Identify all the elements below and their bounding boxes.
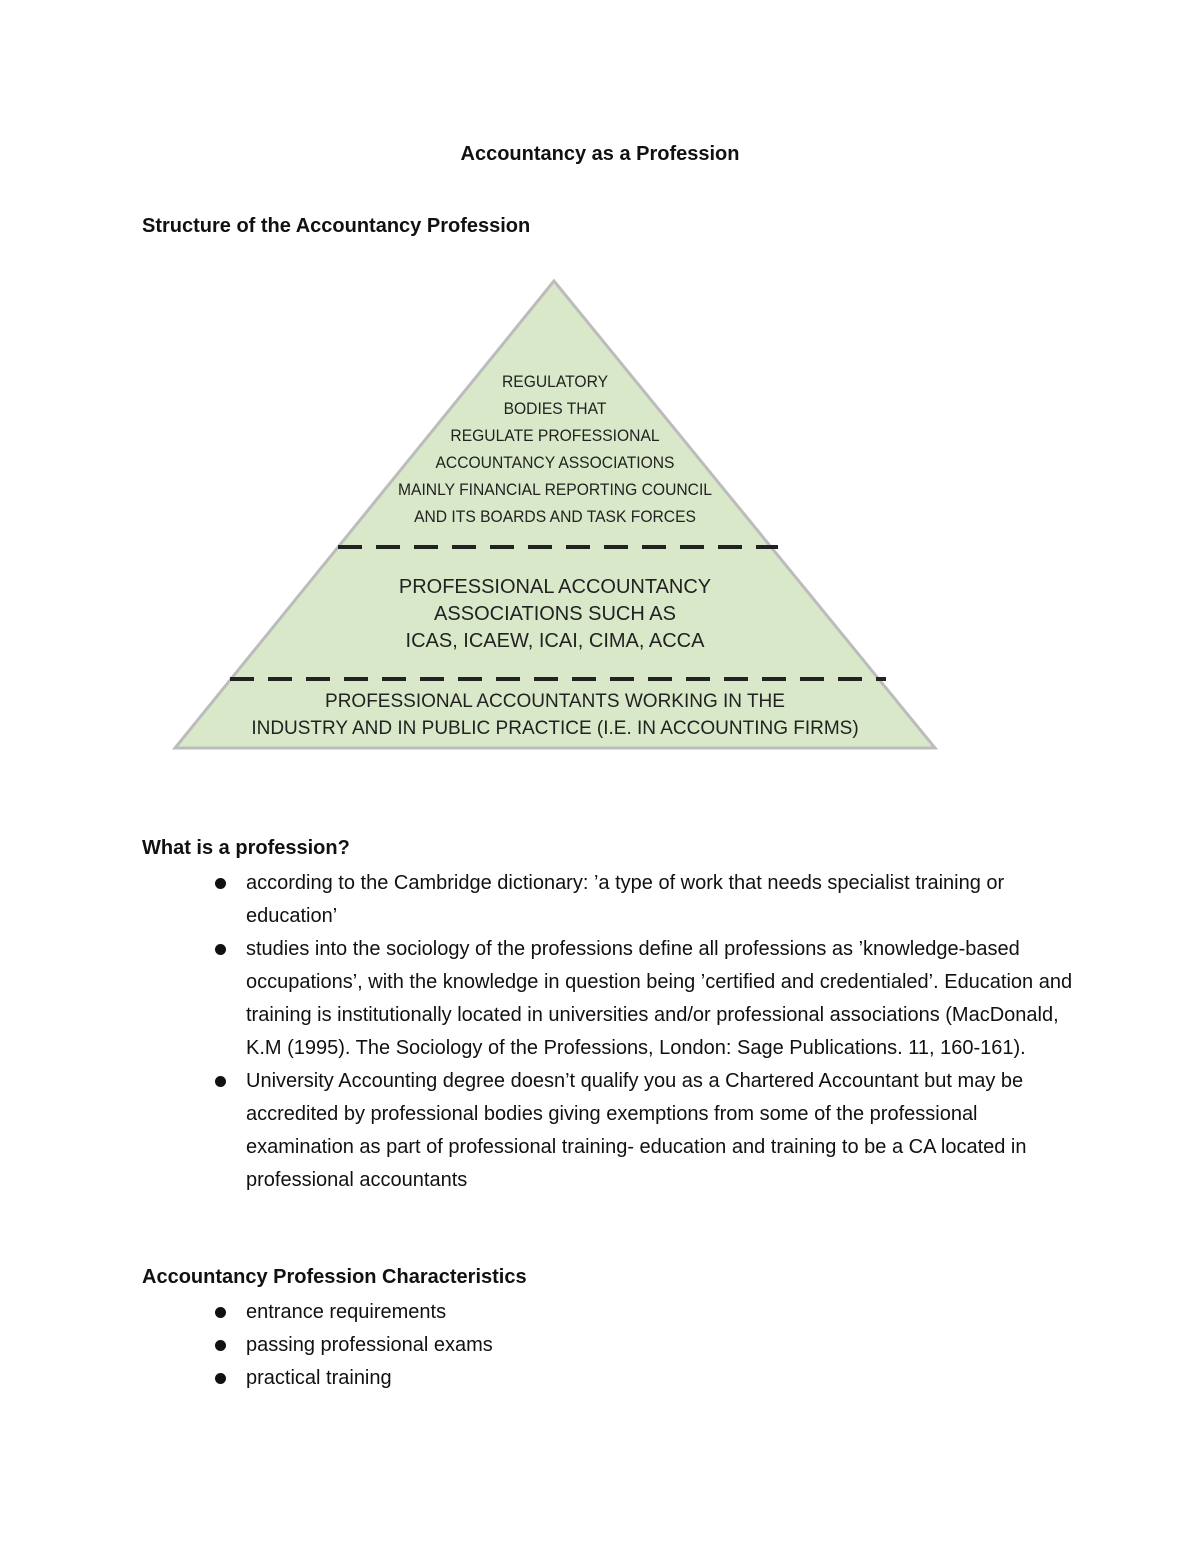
structure-heading: Structure of the Accountancy Profession [142, 215, 531, 237]
profession-bullet-list [246, 867, 1076, 1197]
bullet-icon [215, 1076, 226, 1087]
pyramid-bottom-line: INDUSTRY AND IN PUBLIC PRACTICE (I.E. IN ACCOUNTING FIRMS) [251, 718, 859, 739]
list-item [246, 1329, 1076, 1362]
list-item [246, 867, 1076, 933]
list-item-text: passing professional exams [246, 1334, 493, 1356]
list-item [246, 1065, 1076, 1197]
pyramid-middle-line: ICAS, ICAEW, ICAI, CIMA, ACCA [405, 630, 705, 652]
pyramid-top-line: ACCOUNTANCY ASSOCIATIONS [435, 453, 675, 472]
bullet-icon [215, 944, 226, 955]
characteristics-heading: Accountancy Profession Characteristics [142, 1266, 527, 1288]
characteristics-bullet-list [246, 1296, 1076, 1395]
bullet-icon [215, 1340, 226, 1351]
pyramid-middle-line: PROFESSIONAL ACCOUNTANCY [398, 576, 712, 598]
list-item [246, 1296, 1076, 1329]
list-item-text: University Accounting degree doesn’t qualify you as a Chartered Accountant but may be accredited by professional bodies giving exemptions from some of the professional examination as part of professional training- education and training to be a CA located in professional accountants [246, 1070, 1027, 1191]
pyramid-top-line: AND ITS BOARDS AND TASK FORCES [414, 507, 696, 526]
pyramid-middle-line: ASSOCIATIONS SUCH AS [434, 603, 676, 625]
profession-heading: What is a profession? [142, 837, 350, 859]
pyramid-top-line: MAINLY FINANCIAL REPORTING COUNCIL [397, 480, 713, 499]
pyramid-tier-accountants [190, 688, 920, 742]
pyramid-bottom-line: PROFESSIONAL ACCOUNTANTS WORKING IN THE [325, 691, 785, 712]
list-item [246, 933, 1076, 1065]
list-item [246, 1362, 1076, 1395]
list-item-text: studies into the sociology of the professions define all professions as ’knowledge-based occupations’, with the knowledge in question being ’certified and credentialed’. Education and training is institutionally located in universities and/or professional associations (MacDonald, K.M (1995). The Sociology of the Professions, London: Sage Publications. 11, 160-161). [246, 938, 1073, 1059]
pyramid-top-line: REGULATORY [501, 372, 609, 391]
list-item-text: according to the Cambridge dictionary: ’a type of work that needs specialist training or education’ [246, 872, 1005, 927]
list-item-text: practical training [246, 1367, 392, 1389]
bullet-icon [215, 1373, 226, 1384]
pyramid-top-line: REGULATE PROFESSIONAL [450, 426, 660, 445]
pyramid-top-line: BODIES THAT [503, 399, 607, 418]
bullet-icon [215, 1307, 226, 1318]
bullet-icon [215, 878, 226, 889]
list-item-text: entrance requirements [246, 1301, 447, 1323]
page-title: Accountancy as a Profession [460, 143, 740, 165]
pyramid-tier-associations [330, 574, 780, 655]
pyramid-tier-regulatory [370, 368, 740, 530]
